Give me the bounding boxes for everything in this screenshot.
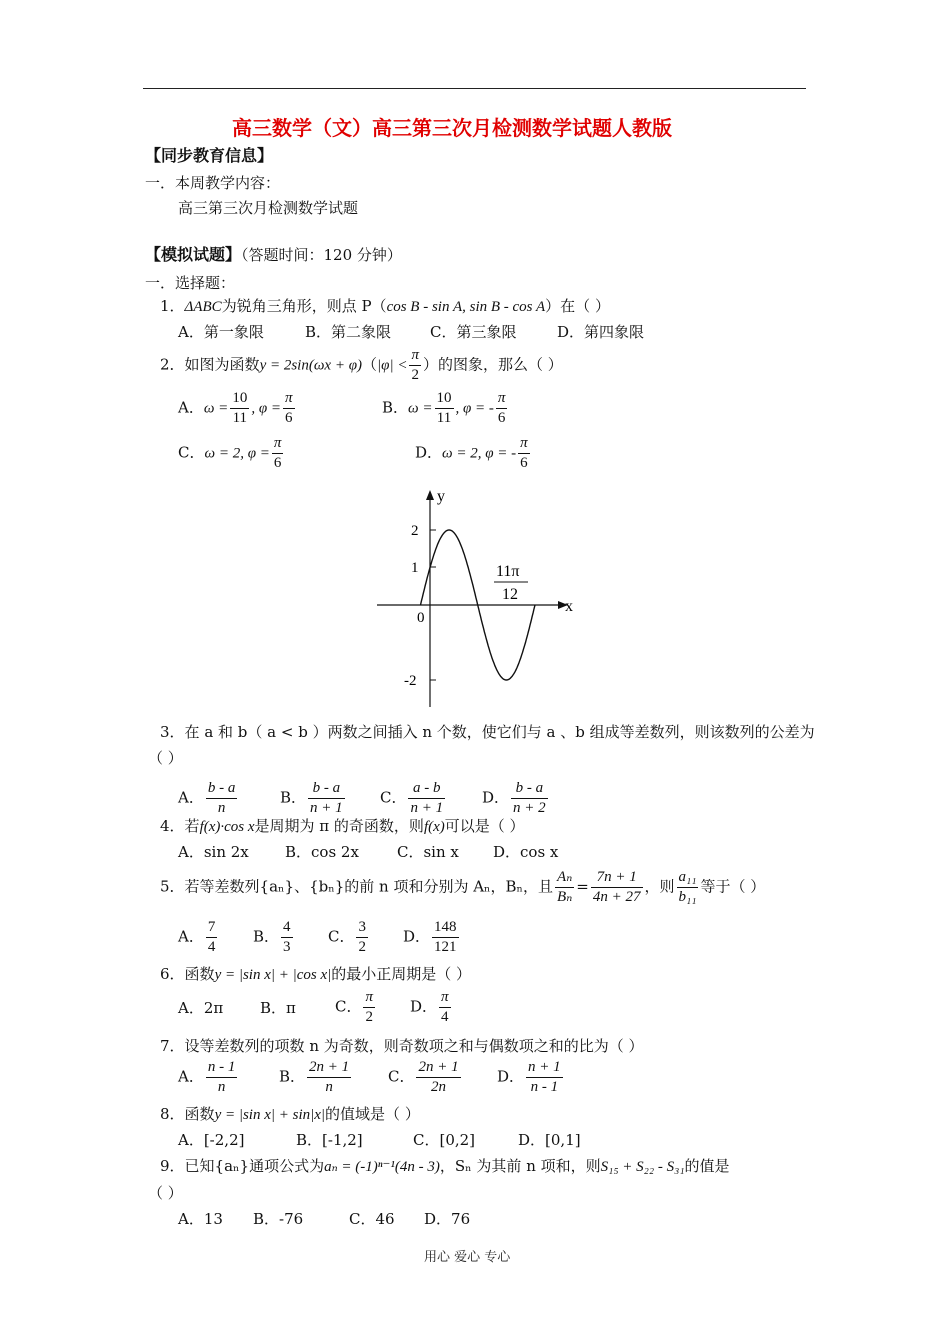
sine-graph	[372, 485, 592, 710]
q5-option-d: D． $\frac{148}{121}$	[403, 919, 457, 955]
q3-option-d: D． $\frac{b - a}{n + 2}$	[482, 780, 546, 816]
q7-number: 7．	[160, 1037, 185, 1055]
q2-paren-open: （	[362, 355, 378, 374]
question-4: 4．若f(x)·cos x是周期为 π 的奇函数，则f(x)可以是（ ）	[160, 817, 525, 835]
q5-option-a: A． $\frac{7}{4}$	[178, 919, 216, 955]
q9-paren: （ ）	[148, 1184, 183, 1202]
question-7: 7．设等差数列的项数 n 为奇数，则奇数项之和与偶数项之和的比为（ ）	[160, 1037, 644, 1055]
header-rule	[143, 88, 806, 89]
q8-number: 8．	[160, 1105, 185, 1123]
marker-label-num: 11π	[496, 563, 520, 580]
q4-expression: f(x)·cos x	[199, 819, 255, 835]
q4-option-d: D．cos x	[493, 843, 559, 861]
q9-number: 9．	[160, 1157, 185, 1175]
page-footer: 用心 爱心 专心	[424, 1250, 511, 1265]
q6-option-c: C． $\frac{\pi}{2}$	[335, 989, 373, 1025]
question-5: 5．若等差数列{aₙ}、{bₙ}的前 n 项和分别为 Aₙ，Bₙ，且 $\frac{\text{Aₙ}}{\text{Bₙ}}$ = $\frac{7n + 1}{4n + 27}$ ，则 $\frac{\text{a₁₁}}{\text{b₁₁}}$ 等于（ ）	[160, 869, 766, 905]
q9-option-a: A．13	[178, 1210, 223, 1228]
q9-option-b: B．-76	[253, 1210, 304, 1228]
q7-option-d: D． $\frac{n + 1}{n - 1}$	[497, 1059, 561, 1095]
q6-expression: y = |sin x| + |cos x|	[214, 967, 332, 983]
question-8: 8．函数y = |sin x| + sin|x|的值域是（ ）	[160, 1105, 420, 1123]
question-2	[160, 346, 563, 385]
question-6: 6．函数y = |sin x| + |cos x|的最小正周期是（ ）	[160, 965, 472, 983]
q2-function: y = 2sin(ωx + φ)	[259, 357, 363, 374]
q8-option-b: B．[-1,2]	[296, 1131, 363, 1149]
q1-expression: cos B - sin A, sin B - cos A	[386, 299, 546, 315]
info-item-content: 高三第三次月检测数学试题	[178, 199, 359, 217]
exam-heading-line	[145, 245, 402, 265]
q2-pi-over-2: $\frac{\pi}{2}$	[411, 347, 419, 383]
q2-option-a: A．ω = $\frac{10}{11}$ , φ = $\frac{\pi}{6}$	[178, 390, 293, 426]
q6-number: 6．	[160, 965, 185, 983]
q1-option-c: C．第三象限	[430, 323, 517, 341]
y-axis-arrow	[426, 490, 434, 500]
q1-option-b: B．第二象限	[305, 323, 392, 341]
q2-condition: |φ| <	[377, 357, 408, 374]
q9-option-d: D．76	[424, 1210, 471, 1228]
q8-expression: y = |sin x| + sin|x|	[214, 1107, 326, 1123]
q1-option-d: D．第四象限	[557, 323, 645, 341]
q3-paren: （ ）	[148, 749, 183, 767]
q1-number: 1．	[160, 297, 185, 315]
exam-time-note: （答题时间：120 分钟）	[241, 246, 402, 264]
q7-option-b: B． $\frac{2n + 1}{n}$	[279, 1059, 350, 1095]
q4-number: 4．	[160, 817, 185, 835]
q3-number: 3．	[160, 723, 185, 741]
question-3	[160, 722, 815, 742]
q9-option-c: C．46	[349, 1210, 395, 1228]
q4-option-b: B．cos 2x	[285, 843, 359, 861]
y-axis-label: y	[437, 488, 445, 505]
marker-label-den: 12	[502, 586, 518, 603]
q8-option-c: C．[0,2]	[413, 1131, 476, 1149]
q3-text: 在 a 和 b（ a < b ）两数之间插入 n 个数，使它们与 a 、b 组成等差数列，则该数列的公差为	[184, 723, 815, 741]
tick-label-2: 2	[411, 523, 419, 539]
q6-option-b: B．π	[260, 999, 296, 1017]
q5-number: 5．	[160, 877, 185, 896]
tick-label-m2: -2	[404, 673, 417, 689]
q9-expression: aₙ = (-1)ⁿ⁻¹(4n - 3)	[324, 1159, 440, 1175]
q7-option-a: A． $\frac{n - 1}{n}$	[178, 1059, 236, 1095]
exam-heading: 【模拟试题】	[145, 245, 242, 264]
q2-text: 如图为函数	[184, 355, 260, 374]
q4-option-c: C．sin x	[397, 843, 459, 861]
q2-option-d: D．ω = 2, φ = - $\frac{\pi}{6}$	[415, 435, 528, 471]
info-heading: 【同步教育信息】	[145, 146, 274, 165]
q5-option-c: C． $\frac{3}{2}$	[328, 919, 366, 955]
x-axis-label: x	[565, 598, 573, 615]
q6-option-d: D． $\frac{\pi}{4}$	[410, 989, 449, 1025]
part1-label: 一．选择题：	[145, 274, 236, 292]
q5-option-b: B． $\frac{4}{3}$	[253, 919, 291, 955]
q4-option-a: A．sin 2x	[178, 843, 249, 861]
q1-triangle: ΔABC	[184, 299, 222, 315]
question-9: 9．已知{aₙ}通项公式为aₙ = (-1)ⁿ⁻¹(4n - 3)，Sₙ 为其前 n 项和，则S₁₅ + S₂₂ - S₃₁的值是	[160, 1157, 730, 1175]
q2-option-c: C．ω = 2, φ = $\frac{\pi}{6}$	[178, 435, 282, 471]
q1-text-end: ）在（ ）	[545, 297, 610, 315]
page-title: 高三数学（文）高三第三次月检测数学试题人教版	[232, 116, 672, 140]
origin-label: 0	[417, 610, 425, 626]
q2-text-end: ）的图象，那么（ ）	[422, 355, 563, 374]
q1-text: 为锐角三角形，则点 P（	[221, 297, 387, 315]
q1-option-a: A．第一象限	[178, 323, 264, 341]
q3-option-b: B． $\frac{b - a}{n + 1}$	[280, 780, 343, 816]
q8-option-d: D．[0,1]	[518, 1131, 581, 1149]
q2-option-b: B．ω = $\frac{10}{11}$ , φ = - $\frac{\pi}{6}$	[382, 390, 506, 426]
tick-label-1: 1	[411, 560, 419, 576]
q6-option-a: A．2π	[178, 999, 224, 1017]
q3-option-c: C． $\frac{a - b}{n + 1}$	[380, 780, 444, 816]
question-1	[160, 296, 610, 317]
q7-option-c: C． $\frac{2n + 1}{2n}$	[388, 1059, 459, 1095]
q8-option-a: A．[-2,2]	[178, 1131, 245, 1149]
info-item-label: 一．本周教学内容：	[145, 174, 281, 192]
q3-option-a: A． $\frac{b - a}{n}$	[178, 780, 236, 816]
q2-number: 2．	[160, 355, 185, 374]
